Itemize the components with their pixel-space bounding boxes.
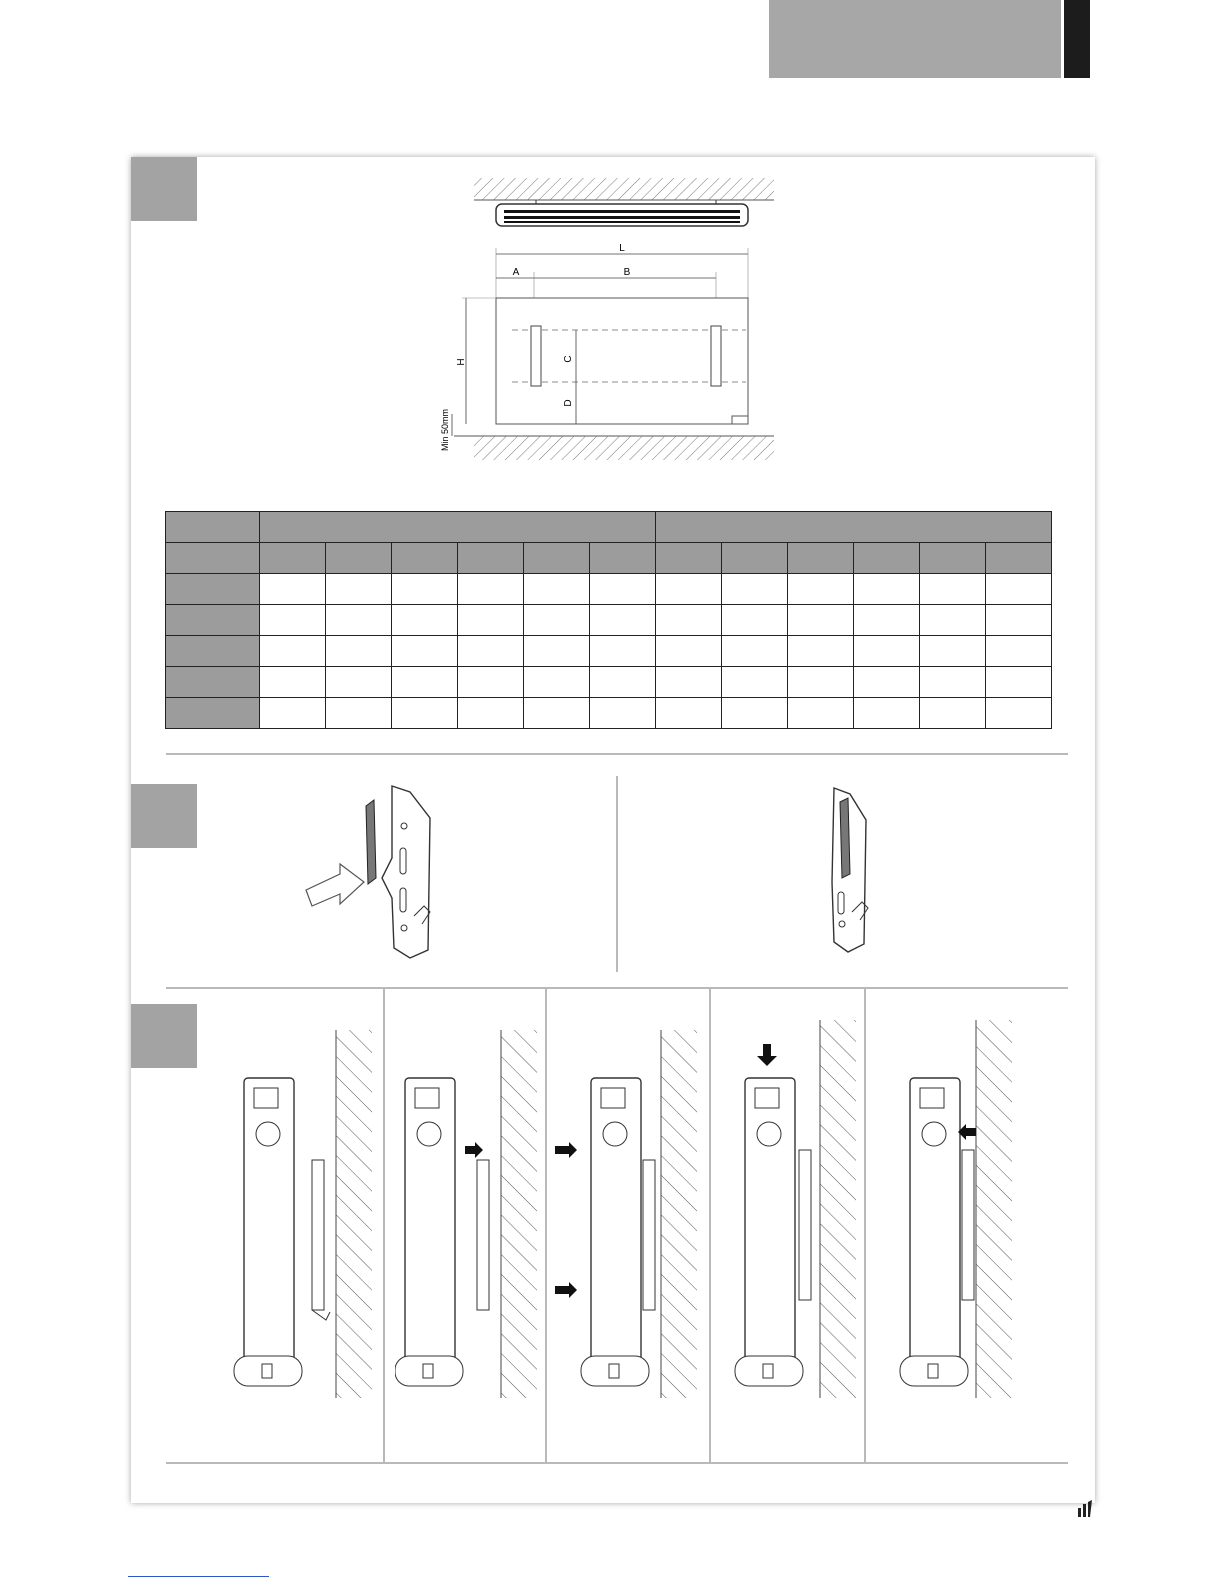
table-row — [166, 543, 1052, 574]
table-cell — [458, 636, 524, 667]
table-cell — [986, 543, 1052, 574]
mounting-dimensions-diagram — [440, 174, 790, 470]
table-cell — [326, 698, 392, 729]
table-cell — [458, 698, 524, 729]
table-row — [166, 512, 1052, 543]
table-cell — [722, 574, 788, 605]
table-cell — [788, 636, 854, 667]
dim-label-C: C — [563, 355, 574, 363]
table-cell — [524, 574, 590, 605]
section-divider — [166, 753, 1068, 755]
header-mark — [1064, 0, 1090, 78]
table-cell — [326, 636, 392, 667]
panel-divider — [545, 989, 547, 1463]
dim-label-B: B — [623, 267, 631, 278]
dim-label-min: Min 50mm — [440, 408, 450, 452]
table-cell — [524, 605, 590, 636]
dim-label-A: A — [512, 267, 520, 278]
table-cell — [722, 543, 788, 574]
table-cell — [656, 543, 722, 574]
panel-divider — [616, 776, 618, 972]
table-row — [166, 605, 1052, 636]
table-cell — [920, 698, 986, 729]
table-cell — [326, 574, 392, 605]
dim-label-D: D — [563, 399, 574, 407]
table-cell — [590, 605, 656, 636]
table-cell — [854, 698, 920, 729]
table-cell — [986, 667, 1052, 698]
step-box-2 — [131, 784, 197, 848]
table-cell — [392, 636, 458, 667]
table-cell — [392, 574, 458, 605]
section-divider — [166, 987, 1068, 989]
table-group-header — [260, 512, 656, 543]
table-cell — [166, 667, 260, 698]
table-cell — [788, 543, 854, 574]
table-cell — [458, 667, 524, 698]
table-cell — [722, 667, 788, 698]
table-cell — [166, 698, 260, 729]
table-cell — [326, 667, 392, 698]
table-cell — [656, 636, 722, 667]
table-cell — [392, 543, 458, 574]
table-cell — [590, 636, 656, 667]
step-box-1 — [131, 157, 197, 221]
table-cell — [986, 574, 1052, 605]
panel-divider — [383, 989, 385, 1463]
table-cell — [854, 605, 920, 636]
table-cell — [326, 543, 392, 574]
table-cell — [590, 574, 656, 605]
table-cell — [656, 667, 722, 698]
table-cell — [986, 698, 1052, 729]
table-cell — [920, 636, 986, 667]
table-cell — [788, 574, 854, 605]
brand-logo-icon — [1076, 1498, 1096, 1518]
dim-label-H: H — [456, 358, 467, 366]
table-cell — [260, 543, 326, 574]
install-step-frame-5 — [880, 1010, 1030, 1400]
table-cell — [166, 574, 260, 605]
table-cell — [920, 543, 986, 574]
dim-label-L: L — [619, 243, 625, 254]
table-cell — [656, 698, 722, 729]
table-cell — [166, 636, 260, 667]
table-row — [166, 636, 1052, 667]
table-row — [166, 574, 1052, 605]
table-cell — [458, 543, 524, 574]
bracket-clip-assembled-diagram — [822, 782, 882, 960]
header-tab — [769, 0, 1061, 78]
install-step-frame-3 — [555, 1010, 705, 1400]
table-cell — [524, 636, 590, 667]
table-row — [166, 698, 1052, 729]
table-cell — [722, 636, 788, 667]
table-row — [166, 667, 1052, 698]
install-step-frame-4 — [725, 1010, 860, 1400]
table-cell — [722, 605, 788, 636]
table-cell — [656, 605, 722, 636]
table-cell — [524, 543, 590, 574]
panel-divider — [864, 989, 866, 1463]
table-cell — [722, 698, 788, 729]
table-cell — [392, 605, 458, 636]
table-cell — [260, 574, 326, 605]
table-cell — [854, 574, 920, 605]
table-cell — [260, 667, 326, 698]
table-cell — [166, 543, 260, 574]
panel-divider — [709, 989, 711, 1463]
table-cell — [458, 574, 524, 605]
install-step-frame-1 — [230, 1010, 380, 1400]
table-cell — [590, 698, 656, 729]
table-cell — [524, 667, 590, 698]
bracket-clip-insert-diagram — [300, 778, 460, 970]
table-cell — [656, 574, 722, 605]
table-cell — [260, 605, 326, 636]
table-cell — [166, 605, 260, 636]
step-box-3 — [131, 1004, 197, 1068]
table-cell — [920, 667, 986, 698]
table-cell — [854, 667, 920, 698]
table-cell — [788, 667, 854, 698]
table-cell — [260, 636, 326, 667]
table-cell — [392, 667, 458, 698]
install-step-frame-2 — [395, 1010, 545, 1400]
table-cell — [260, 698, 326, 729]
table-cell — [326, 605, 392, 636]
table-cell — [524, 698, 590, 729]
table-cell — [788, 605, 854, 636]
table-cell — [788, 698, 854, 729]
dimensions-table — [165, 511, 1052, 729]
table-cell — [854, 636, 920, 667]
table-cell — [986, 605, 1052, 636]
table-group-header — [656, 512, 1052, 543]
table-cell — [166, 512, 260, 543]
table-cell — [392, 698, 458, 729]
table-cell — [590, 543, 656, 574]
section-divider — [166, 1462, 1068, 1464]
table-cell — [986, 636, 1052, 667]
table-cell — [920, 605, 986, 636]
table-cell — [920, 574, 986, 605]
hyperlink-underline[interactable] — [128, 1576, 269, 1577]
table-cell — [458, 605, 524, 636]
table-cell — [854, 543, 920, 574]
table-cell — [590, 667, 656, 698]
